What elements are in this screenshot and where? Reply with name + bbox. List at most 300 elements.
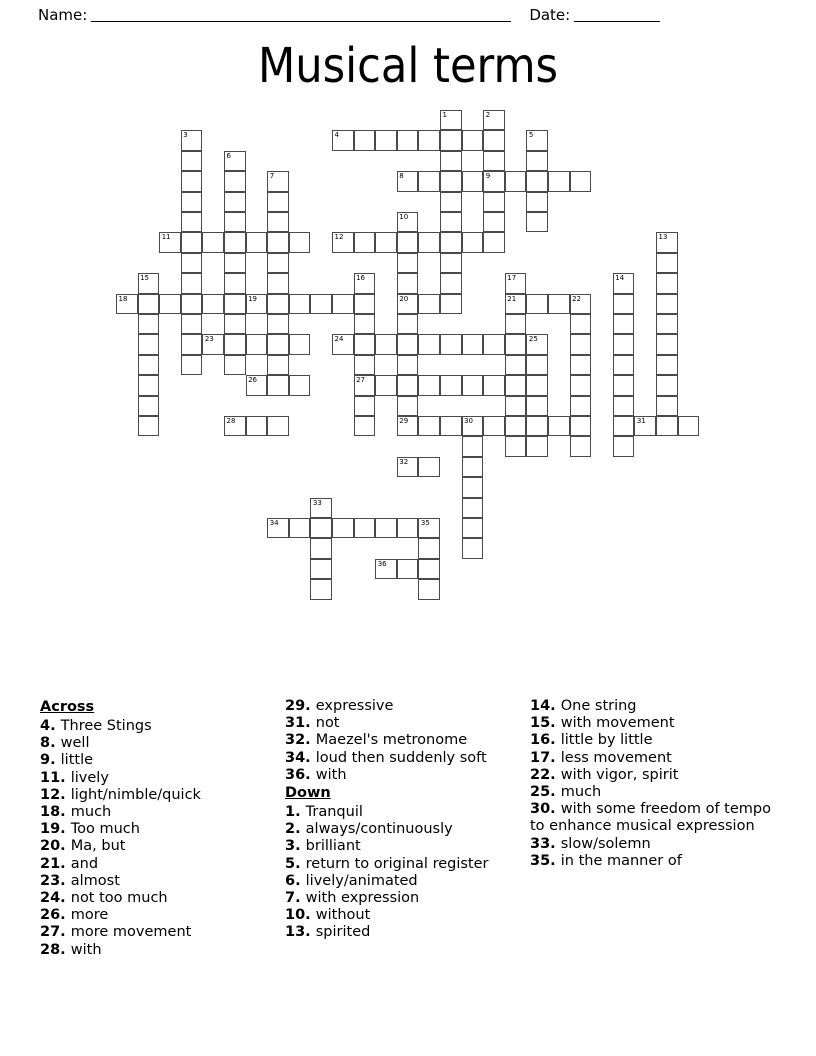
- crossword-cell[interactable]: [116, 294, 138, 314]
- crossword-cell[interactable]: [548, 171, 570, 191]
- clue-text: with: [70, 941, 102, 958]
- crossword-cell[interactable]: [613, 375, 635, 395]
- down-heading: Down: [285, 785, 331, 802]
- cell-number: 32: [399, 457, 409, 466]
- crossword-cell[interactable]: [267, 375, 289, 395]
- crossword-cell[interactable]: [570, 416, 592, 436]
- clue-text: more: [70, 907, 109, 924]
- crossword-cell[interactable]: [267, 355, 289, 375]
- crossword-cell[interactable]: [397, 334, 419, 354]
- crossword-cell[interactable]: [267, 212, 289, 232]
- date-label: Date:: [529, 6, 571, 24]
- crossword-cell[interactable]: [656, 334, 678, 354]
- clue-text: little: [60, 752, 94, 769]
- crossword-cell[interactable]: [397, 232, 419, 252]
- clue-down-33[interactable]: [530, 836, 775, 853]
- cell-number: 16: [356, 274, 366, 283]
- crossword-cell[interactable]: [310, 518, 332, 538]
- clue-down-35[interactable]: [530, 853, 775, 870]
- crossword-cell[interactable]: [181, 334, 203, 354]
- clue-across-24[interactable]: [40, 890, 285, 907]
- crossword-cell[interactable]: [181, 314, 203, 334]
- clue-text: with movement: [560, 715, 675, 732]
- crossword-cell[interactable]: [224, 334, 246, 354]
- clue-across-32[interactable]: [285, 732, 530, 749]
- clue-number: 22.: [530, 766, 561, 783]
- crossword-cell[interactable]: [375, 334, 397, 354]
- page-title: Musical terms: [257, 38, 559, 94]
- crossword-cell[interactable]: [354, 375, 376, 395]
- crossword-cell[interactable]: [440, 294, 462, 314]
- crossword-cell[interactable]: [267, 192, 289, 212]
- crossword-cell[interactable]: [181, 253, 203, 273]
- crossword-cell[interactable]: [289, 232, 311, 252]
- clue-number: 3.: [285, 838, 306, 855]
- crossword-cell[interactable]: [462, 477, 484, 497]
- crossword-cell[interactable]: [418, 334, 440, 354]
- clue-text: much: [70, 804, 112, 821]
- crossword-cell[interactable]: [462, 416, 484, 436]
- crossword-cell[interactable]: [224, 151, 246, 171]
- clue-down-22[interactable]: [530, 767, 775, 784]
- crossword-cell[interactable]: [159, 294, 181, 314]
- clue-text: much: [560, 784, 602, 801]
- cell-number: 2: [485, 111, 491, 119]
- crossword-cell[interactable]: [224, 294, 246, 314]
- crossword-cell[interactable]: [138, 294, 160, 314]
- crossword-cell[interactable]: [483, 151, 505, 171]
- clue-text: lively: [70, 769, 109, 786]
- crossword-cell[interactable]: [375, 232, 397, 252]
- crossword-cell[interactable]: [267, 273, 289, 293]
- crossword-cell[interactable]: [505, 396, 527, 416]
- crossword-cell[interactable]: [202, 334, 224, 354]
- crossword-cell[interactable]: [462, 334, 484, 354]
- crossword-cell[interactable]: [656, 396, 678, 416]
- crossword-cell[interactable]: [613, 273, 635, 293]
- crossword-cell[interactable]: [418, 232, 440, 252]
- crossword-cell[interactable]: [505, 294, 527, 314]
- clue-text: with some freedom of tempo to enhance musical expression: [530, 801, 771, 835]
- crossword-cell[interactable]: [440, 232, 462, 252]
- crossword-cell[interactable]: [354, 294, 376, 314]
- crossword-cell[interactable]: [505, 334, 527, 354]
- clue-number: 8.: [40, 735, 61, 752]
- clue-down-30[interactable]: [530, 801, 775, 835]
- crossword-cell[interactable]: [418, 518, 440, 538]
- clue-text: more movement: [70, 924, 192, 941]
- clue-down-17[interactable]: [530, 750, 775, 767]
- crossword-cell[interactable]: [462, 518, 484, 538]
- crossword-cell[interactable]: [138, 273, 160, 293]
- clues-column-1: [40, 698, 285, 959]
- crossword-cell[interactable]: [613, 396, 635, 416]
- crossword-cell[interactable]: [462, 232, 484, 252]
- crossword-cell[interactable]: [354, 416, 376, 436]
- crossword-cell[interactable]: [181, 273, 203, 293]
- crossword-cell[interactable]: [613, 294, 635, 314]
- crossword-cell[interactable]: [462, 436, 484, 456]
- crossword-cell[interactable]: [181, 212, 203, 232]
- crossword-cell[interactable]: [354, 355, 376, 375]
- clue-across-8[interactable]: [40, 735, 285, 752]
- crossword-cell[interactable]: [375, 559, 397, 579]
- crossword-cell[interactable]: [138, 396, 160, 416]
- crossword-cell[interactable]: [354, 130, 376, 150]
- crossword-cell[interactable]: [181, 232, 203, 252]
- crossword-cell[interactable]: [246, 232, 268, 252]
- crossword-cell[interactable]: [267, 294, 289, 314]
- crossword-cell[interactable]: [289, 518, 311, 538]
- crossword-cell[interactable]: [267, 171, 289, 191]
- crossword-cell[interactable]: [505, 314, 527, 334]
- cell-number: 8: [399, 172, 404, 181]
- clue-text: Maezel's metronome: [315, 732, 468, 749]
- clue-across-36[interactable]: [285, 767, 530, 784]
- clue-down-25[interactable]: [530, 784, 775, 801]
- clue-across-27[interactable]: [40, 924, 285, 941]
- crossword-cell[interactable]: [570, 334, 592, 354]
- crossword-cell[interactable]: [462, 457, 484, 477]
- crossword-cell[interactable]: [548, 416, 570, 436]
- clue-down-15[interactable]: [530, 715, 775, 732]
- clue-down-7[interactable]: [285, 890, 530, 907]
- crossword-cell[interactable]: [483, 334, 505, 354]
- crossword-cell[interactable]: [397, 294, 419, 314]
- crossword-cell[interactable]: [440, 151, 462, 171]
- crossword-cell[interactable]: [440, 192, 462, 212]
- crossword-cell[interactable]: [289, 294, 311, 314]
- cell-number: 12: [334, 233, 344, 242]
- crossword-cell[interactable]: [440, 273, 462, 293]
- crossword-cell[interactable]: [462, 130, 484, 150]
- crossword-cell[interactable]: [224, 314, 246, 334]
- clue-across-31[interactable]: [285, 715, 530, 732]
- clue-text: Too much: [70, 821, 140, 838]
- crossword-cell[interactable]: [354, 518, 376, 538]
- crossword-cell[interactable]: [181, 171, 203, 191]
- crossword-cell[interactable]: [354, 232, 376, 252]
- crossword-cell[interactable]: [310, 294, 332, 314]
- crossword-cell[interactable]: [526, 212, 548, 232]
- crossword-cell[interactable]: [526, 294, 548, 314]
- clue-number: 18.: [40, 804, 71, 821]
- cell-number: 31: [636, 417, 646, 425]
- crossword-cell[interactable]: [397, 130, 419, 150]
- crossword-cell[interactable]: [678, 416, 700, 436]
- clue-number: 21.: [40, 855, 71, 872]
- crossword-cell[interactable]: [289, 375, 311, 395]
- cell-number: 24: [334, 335, 344, 344]
- crossword-cell[interactable]: [138, 355, 160, 375]
- crossword-cell[interactable]: [570, 314, 592, 334]
- crossword-cell[interactable]: [224, 171, 246, 191]
- crossword-cell[interactable]: [440, 110, 462, 130]
- crossword-cell[interactable]: [267, 253, 289, 273]
- crossword-cell[interactable]: [202, 294, 224, 314]
- clue-text: slow/solemn: [560, 835, 651, 852]
- clue-down-16[interactable]: [530, 732, 775, 749]
- crossword-cell[interactable]: [440, 334, 462, 354]
- crossword-cell[interactable]: [483, 212, 505, 232]
- crossword-cell[interactable]: [570, 375, 592, 395]
- clue-text: not: [315, 715, 340, 732]
- crossword-cell[interactable]: [332, 294, 354, 314]
- clue-text: brilliant: [305, 838, 361, 855]
- clue-number: 6.: [285, 872, 306, 889]
- crossword-cell[interactable]: [397, 253, 419, 273]
- cell-number: 4: [334, 131, 339, 140]
- cell-number: 28: [226, 417, 236, 425]
- crossword-cell[interactable]: [224, 355, 246, 375]
- crossword-cell[interactable]: [505, 436, 527, 456]
- crossword-cell[interactable]: [483, 416, 505, 436]
- clue-down-14[interactable]: [530, 698, 775, 715]
- crossword-cell[interactable]: [181, 151, 203, 171]
- clue-text: with vigor, spirit: [560, 766, 679, 783]
- clue-down-3[interactable]: [285, 838, 530, 855]
- crossword-cell[interactable]: [224, 273, 246, 293]
- crossword-cell[interactable]: [656, 253, 678, 273]
- crossword-cell[interactable]: [332, 518, 354, 538]
- crossword-cell[interactable]: [613, 355, 635, 375]
- crossword-cell[interactable]: [656, 232, 678, 252]
- clue-down-5[interactable]: [285, 856, 530, 873]
- crossword-cell[interactable]: [418, 375, 440, 395]
- crossword-cell[interactable]: [548, 294, 570, 314]
- crossword-cell[interactable]: [397, 212, 419, 232]
- crossword-cell[interactable]: [526, 436, 548, 456]
- clue-across-19[interactable]: [40, 821, 285, 838]
- crossword-cell[interactable]: [570, 294, 592, 314]
- crossword-cell[interactable]: [310, 579, 332, 599]
- crossword-cell[interactable]: [267, 416, 289, 436]
- crossword-cell[interactable]: [267, 232, 289, 252]
- clue-across-23[interactable]: [40, 873, 285, 890]
- clue-text: lively/animated: [305, 872, 418, 889]
- clue-down-2[interactable]: [285, 821, 530, 838]
- clue-number: 26.: [40, 907, 71, 924]
- crossword-cell[interactable]: [224, 212, 246, 232]
- crossword-cell[interactable]: [418, 416, 440, 436]
- crossword-cell[interactable]: [526, 375, 548, 395]
- clue-across-12[interactable]: [40, 787, 285, 804]
- clue-number: 9.: [40, 752, 61, 769]
- crossword-cell[interactable]: [462, 538, 484, 558]
- cell-number: 36: [377, 559, 387, 568]
- crossword-cell[interactable]: [224, 416, 246, 436]
- crossword-cell[interactable]: [181, 192, 203, 212]
- crossword-cell[interactable]: [418, 457, 440, 477]
- crossword-cell[interactable]: [181, 130, 203, 150]
- crossword-cell[interactable]: [440, 375, 462, 395]
- clue-down-10[interactable]: [285, 907, 530, 924]
- clue-across-34[interactable]: [285, 750, 530, 767]
- crossword-cell[interactable]: [656, 375, 678, 395]
- clue-number: 33.: [530, 835, 561, 852]
- crossword-cell[interactable]: [483, 375, 505, 395]
- crossword-cell[interactable]: [526, 151, 548, 171]
- crossword-cell[interactable]: [375, 375, 397, 395]
- clue-number: 25.: [530, 784, 561, 801]
- crossword-cell[interactable]: [138, 416, 160, 436]
- clue-across-28[interactable]: [40, 942, 285, 959]
- crossword-cell[interactable]: [397, 518, 419, 538]
- crossword-cell[interactable]: [570, 171, 592, 191]
- clue-down-13[interactable]: [285, 924, 530, 941]
- clue-down-1[interactable]: [285, 804, 530, 821]
- crossword-cell[interactable]: [634, 416, 656, 436]
- crossword-cell[interactable]: [138, 334, 160, 354]
- across-heading: Across: [40, 699, 95, 715]
- crossword-cell[interactable]: [505, 171, 527, 191]
- crossword-cell[interactable]: [246, 294, 268, 314]
- crossword-cell[interactable]: [310, 498, 332, 518]
- crossword-cell[interactable]: [656, 355, 678, 375]
- crossword-cell[interactable]: [613, 334, 635, 354]
- crossword-cell[interactable]: [397, 416, 419, 436]
- clue-text: in the manner of: [560, 852, 682, 869]
- clue-across-18[interactable]: [40, 804, 285, 821]
- crossword-cell[interactable]: [332, 130, 354, 150]
- clues-column-2: [285, 698, 530, 942]
- cell-number: 23: [204, 335, 214, 344]
- crossword-cell[interactable]: [354, 273, 376, 293]
- crossword-cell[interactable]: [440, 130, 462, 150]
- clue-text: Three Stings: [60, 718, 152, 734]
- crossword-cell[interactable]: [613, 416, 635, 436]
- crossword-cell[interactable]: [310, 559, 332, 579]
- cell-number: 9: [485, 172, 491, 181]
- cell-number: 14: [615, 274, 625, 283]
- crossword-cell[interactable]: [397, 314, 419, 334]
- crossword-cell[interactable]: [440, 253, 462, 273]
- crossword-cell[interactable]: [440, 212, 462, 232]
- clue-across-29[interactable]: [285, 698, 530, 715]
- crossword-cell[interactable]: [505, 355, 527, 375]
- crossword-cell[interactable]: [483, 232, 505, 252]
- crossword-cell[interactable]: [310, 538, 332, 558]
- crossword-cell[interactable]: [613, 436, 635, 456]
- crossword-cell[interactable]: [354, 334, 376, 354]
- crossword-cell[interactable]: [224, 192, 246, 212]
- crossword-cell[interactable]: [526, 416, 548, 436]
- crossword-cell[interactable]: [267, 334, 289, 354]
- crossword-cell[interactable]: [397, 273, 419, 293]
- crossword-cell[interactable]: [246, 416, 268, 436]
- crossword-cell[interactable]: [526, 130, 548, 150]
- crossword-cell[interactable]: [181, 355, 203, 375]
- crossword-cell[interactable]: [354, 396, 376, 416]
- crossword-cell[interactable]: [397, 171, 419, 191]
- clue-across-26[interactable]: [40, 907, 285, 924]
- crossword-cell[interactable]: [505, 273, 527, 293]
- clue-across-4[interactable]: [40, 718, 285, 735]
- crossword-cell[interactable]: [656, 294, 678, 314]
- crossword-cell[interactable]: [505, 416, 527, 436]
- crossword-cell[interactable]: [418, 130, 440, 150]
- clue-across-20[interactable]: [40, 838, 285, 855]
- crossword-cell[interactable]: [138, 314, 160, 334]
- clue-number: 1.: [285, 804, 306, 821]
- clue-across-9[interactable]: [40, 752, 285, 769]
- clue-number: 17.: [530, 749, 561, 766]
- crossword-cell[interactable]: [332, 232, 354, 252]
- cell-number: 27: [356, 376, 366, 385]
- crossword-cell[interactable]: [483, 110, 505, 130]
- crossword-cell[interactable]: [526, 192, 548, 212]
- clue-text: less movement: [560, 749, 672, 766]
- clue-across-21[interactable]: [40, 856, 285, 873]
- crossword-cell[interactable]: [354, 314, 376, 334]
- clue-across-11[interactable]: [40, 770, 285, 787]
- crossword-cell[interactable]: [397, 457, 419, 477]
- crossword-cell[interactable]: [397, 355, 419, 375]
- crossword-cell[interactable]: [267, 518, 289, 538]
- crossword-cell[interactable]: [202, 232, 224, 252]
- crossword-cell[interactable]: [462, 375, 484, 395]
- crossword-cell[interactable]: [656, 416, 678, 436]
- crossword-cell[interactable]: [181, 294, 203, 314]
- crossword-cell[interactable]: [440, 171, 462, 191]
- crossword-cell[interactable]: [526, 171, 548, 191]
- clue-text: Tranquil: [305, 804, 363, 821]
- crossword-cell[interactable]: [375, 130, 397, 150]
- crossword-cell[interactable]: [224, 253, 246, 273]
- crossword-cell[interactable]: [418, 559, 440, 579]
- crossword-cell[interactable]: [397, 396, 419, 416]
- crossword-cell[interactable]: [440, 416, 462, 436]
- crossword-cell[interactable]: [613, 314, 635, 334]
- clues-column-3: [530, 698, 775, 870]
- crossword-cell[interactable]: [656, 273, 678, 293]
- crossword-cell[interactable]: [289, 334, 311, 354]
- crossword-cell[interactable]: [246, 334, 268, 354]
- crossword-cell[interactable]: [570, 355, 592, 375]
- crossword-cell[interactable]: [570, 436, 592, 456]
- crossword-cell[interactable]: [418, 579, 440, 599]
- crossword-cell[interactable]: [526, 396, 548, 416]
- crossword-cell[interactable]: [418, 294, 440, 314]
- clue-down-6[interactable]: [285, 873, 530, 890]
- crossword-cell[interactable]: [462, 171, 484, 191]
- crossword-cell[interactable]: [418, 171, 440, 191]
- crossword-cell[interactable]: [483, 130, 505, 150]
- crossword-cell[interactable]: [656, 314, 678, 334]
- crossword-cell[interactable]: [332, 334, 354, 354]
- crossword-cell[interactable]: [462, 498, 484, 518]
- crossword-cell[interactable]: [526, 355, 548, 375]
- clue-number: 2.: [285, 821, 306, 838]
- crossword-cell[interactable]: [397, 375, 419, 395]
- crossword-cell[interactable]: [246, 375, 268, 395]
- crossword-cell[interactable]: [418, 538, 440, 558]
- crossword-cell[interactable]: [375, 518, 397, 538]
- crossword-cell[interactable]: [159, 232, 181, 252]
- crossword-cell[interactable]: [483, 171, 505, 191]
- crossword-cell[interactable]: [483, 192, 505, 212]
- crossword-cell[interactable]: [526, 334, 548, 354]
- crossword-cell[interactable]: [138, 375, 160, 395]
- crossword-cell[interactable]: [505, 375, 527, 395]
- clue-text: return to original register: [305, 855, 489, 872]
- crossword-cell[interactable]: [267, 314, 289, 334]
- crossword-cell[interactable]: [224, 232, 246, 252]
- crossword-cell[interactable]: [397, 559, 419, 579]
- crossword-cell[interactable]: [570, 396, 592, 416]
- cell-number: 6: [226, 151, 231, 160]
- clue-number: 31.: [285, 715, 316, 732]
